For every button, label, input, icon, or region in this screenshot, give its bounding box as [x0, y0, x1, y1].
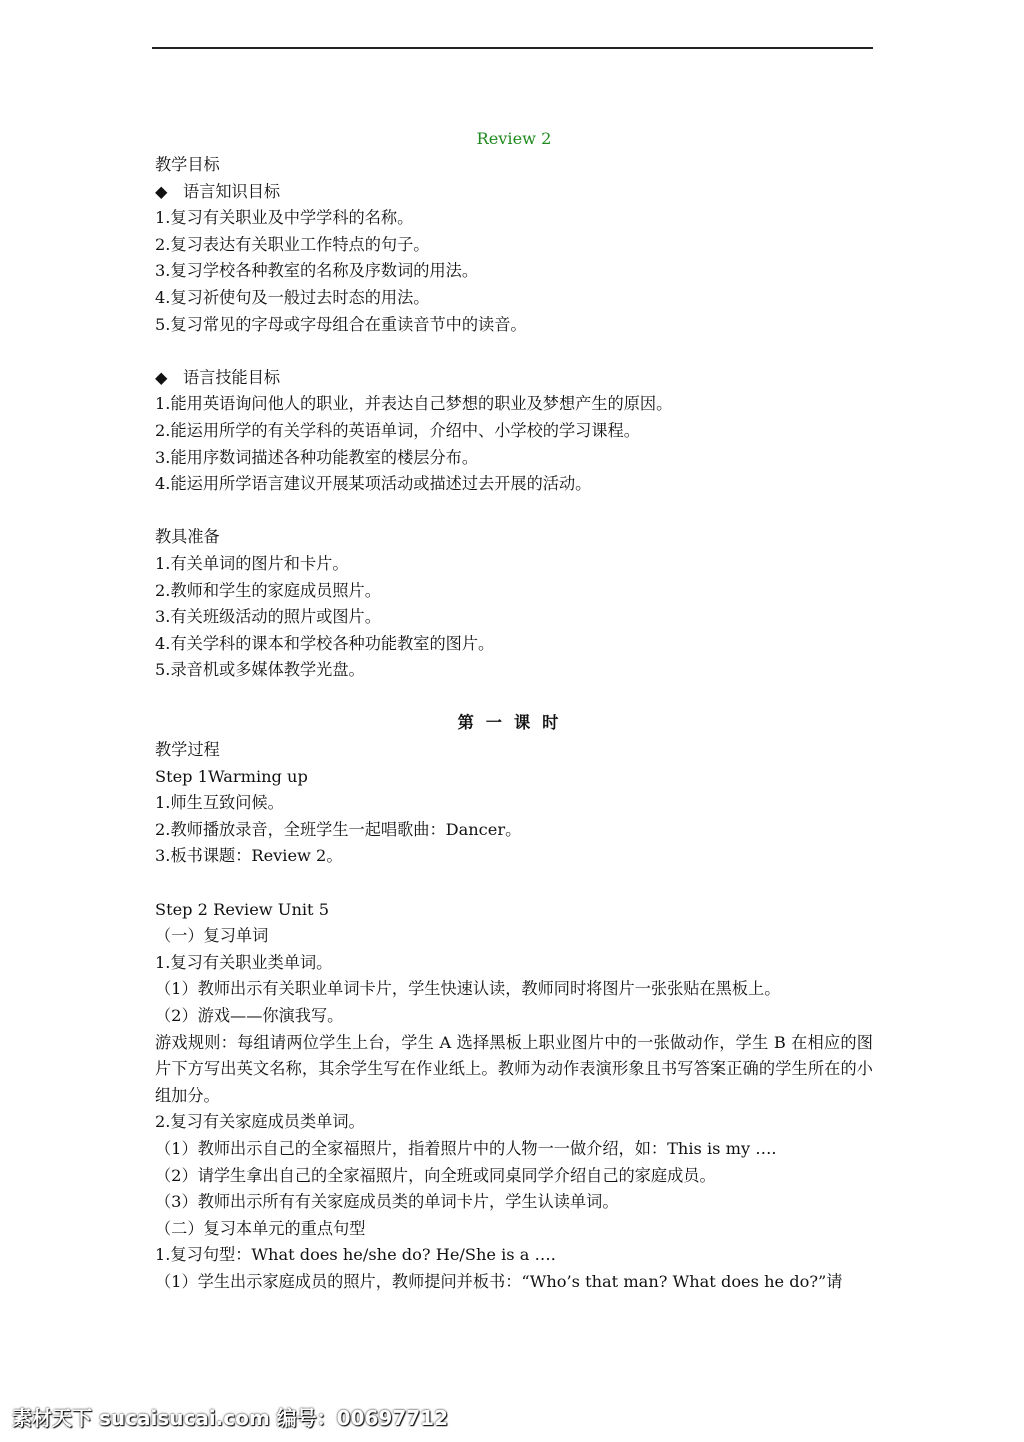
- section-heading-materials: 教具准备: [155, 527, 220, 547]
- list-item: 1.能用英语询问他人的职业，并表达自己梦想的职业及梦想产生的原因。: [155, 394, 673, 414]
- list-item: 2.复习有关家庭成员类单词。: [155, 1112, 365, 1132]
- doc-title: Review 2: [476, 129, 552, 148]
- subheading-knowledge: [155, 179, 873, 206]
- subheading-label: 语言技能目标: [183, 367, 281, 387]
- list-item: 4.复习祈使句及一般过去时态的用法。: [155, 287, 430, 307]
- section-heading-objectives: 教学目标: [155, 155, 220, 174]
- list-item: 3.复习学校各种教室的名称及序数词的用法。: [155, 261, 479, 281]
- list-item: 1.师生互致问候。: [155, 793, 284, 813]
- list-item: 4.有关学科的课本和学校各种功能教室的图片。: [155, 633, 495, 653]
- part-heading: （一）复习单词: [155, 926, 269, 946]
- list-item: 4.能运用所学语言建议开展某项活动或描述过去开展的活动。: [155, 474, 592, 494]
- list-item: （1）学生出示家庭成员的照片，教师提问并板书：“Who’s that man? What does he do?”请: [155, 1271, 843, 1291]
- watermark: 素材天下 sucaisucai.com 编号：00697712: [12, 1406, 448, 1430]
- diamond-bullet-icon: ◆: [155, 181, 168, 201]
- list-item: （1）教师出示有关职业单词卡片，学生快速认读，教师同时将图片一张张贴在黑板上。: [155, 979, 781, 999]
- lesson-title: 第一课时: [457, 713, 571, 733]
- list-item: 2.教师播放录音，全班学生一起唱歌曲：Dancer。: [155, 819, 522, 839]
- list-item: 1.复习句型：What does he/she do? He/She is a …．: [155, 1245, 567, 1265]
- step2-heading: Step 2 Review Unit 5: [155, 899, 329, 919]
- diamond-bullet-icon: ◆: [155, 367, 168, 387]
- top-rule: [152, 47, 873, 49]
- game-rules-paragraph: 游戏规则：每组请两位学生上台，学生 A 选择黑板上职业图片中的一张做动作，学生 B 在相应的图片下方写出英文名称，其余学生写在作业纸上。教师为动作表演形象且书写答案正确的学生所在的小组加分。: [155, 1032, 873, 1105]
- document-body: [155, 126, 873, 1296]
- list-item: 5.复习常见的字母或字母组合在重读音节中的读音。: [155, 314, 527, 334]
- list-item: （2）请学生拿出自己的全家福照片，向全班或同桌同学介绍自己的家庭成员。: [155, 1165, 716, 1185]
- part-heading: （二）复习本单元的重点句型: [155, 1218, 366, 1238]
- step1-heading: Step 1Warming up: [155, 766, 308, 786]
- list-item: 2.复习表达有关职业工作特点的句子。: [155, 234, 430, 254]
- subheading-skills: [155, 365, 873, 392]
- subheading-label: 语言知识目标: [183, 181, 281, 201]
- list-item: 3.板书课题：Review 2。: [155, 846, 343, 866]
- list-item: （3）教师出示所有有关家庭成员类的单词卡片，学生认读单词。: [155, 1192, 619, 1212]
- list-item: 2.能运用所学的有关学科的英语单词，介绍中、小学校的学习课程。: [155, 420, 640, 440]
- list-item: 3.有关班级活动的照片或图片。: [155, 607, 381, 627]
- list-item: 1.复习有关职业类单词。: [155, 952, 333, 972]
- list-item: （1）教师出示自己的全家福照片，指着照片中的人物一一做介绍，如：This is my ….: [155, 1138, 777, 1158]
- list-item: 3.能用序数词描述各种功能教室的楼层分布。: [155, 447, 479, 467]
- list-item: 2.教师和学生的家庭成员照片。: [155, 580, 381, 600]
- list-item: （2）游戏——你演我写。: [155, 1006, 344, 1025]
- list-item: 1.有关单词的图片和卡片。: [155, 553, 349, 573]
- list-item: 5.录音机或多媒体教学光盘。: [155, 660, 365, 680]
- process-heading: 教学过程: [155, 740, 220, 760]
- list-item: 1.复习有关职业及中学学科的名称。: [155, 208, 414, 228]
